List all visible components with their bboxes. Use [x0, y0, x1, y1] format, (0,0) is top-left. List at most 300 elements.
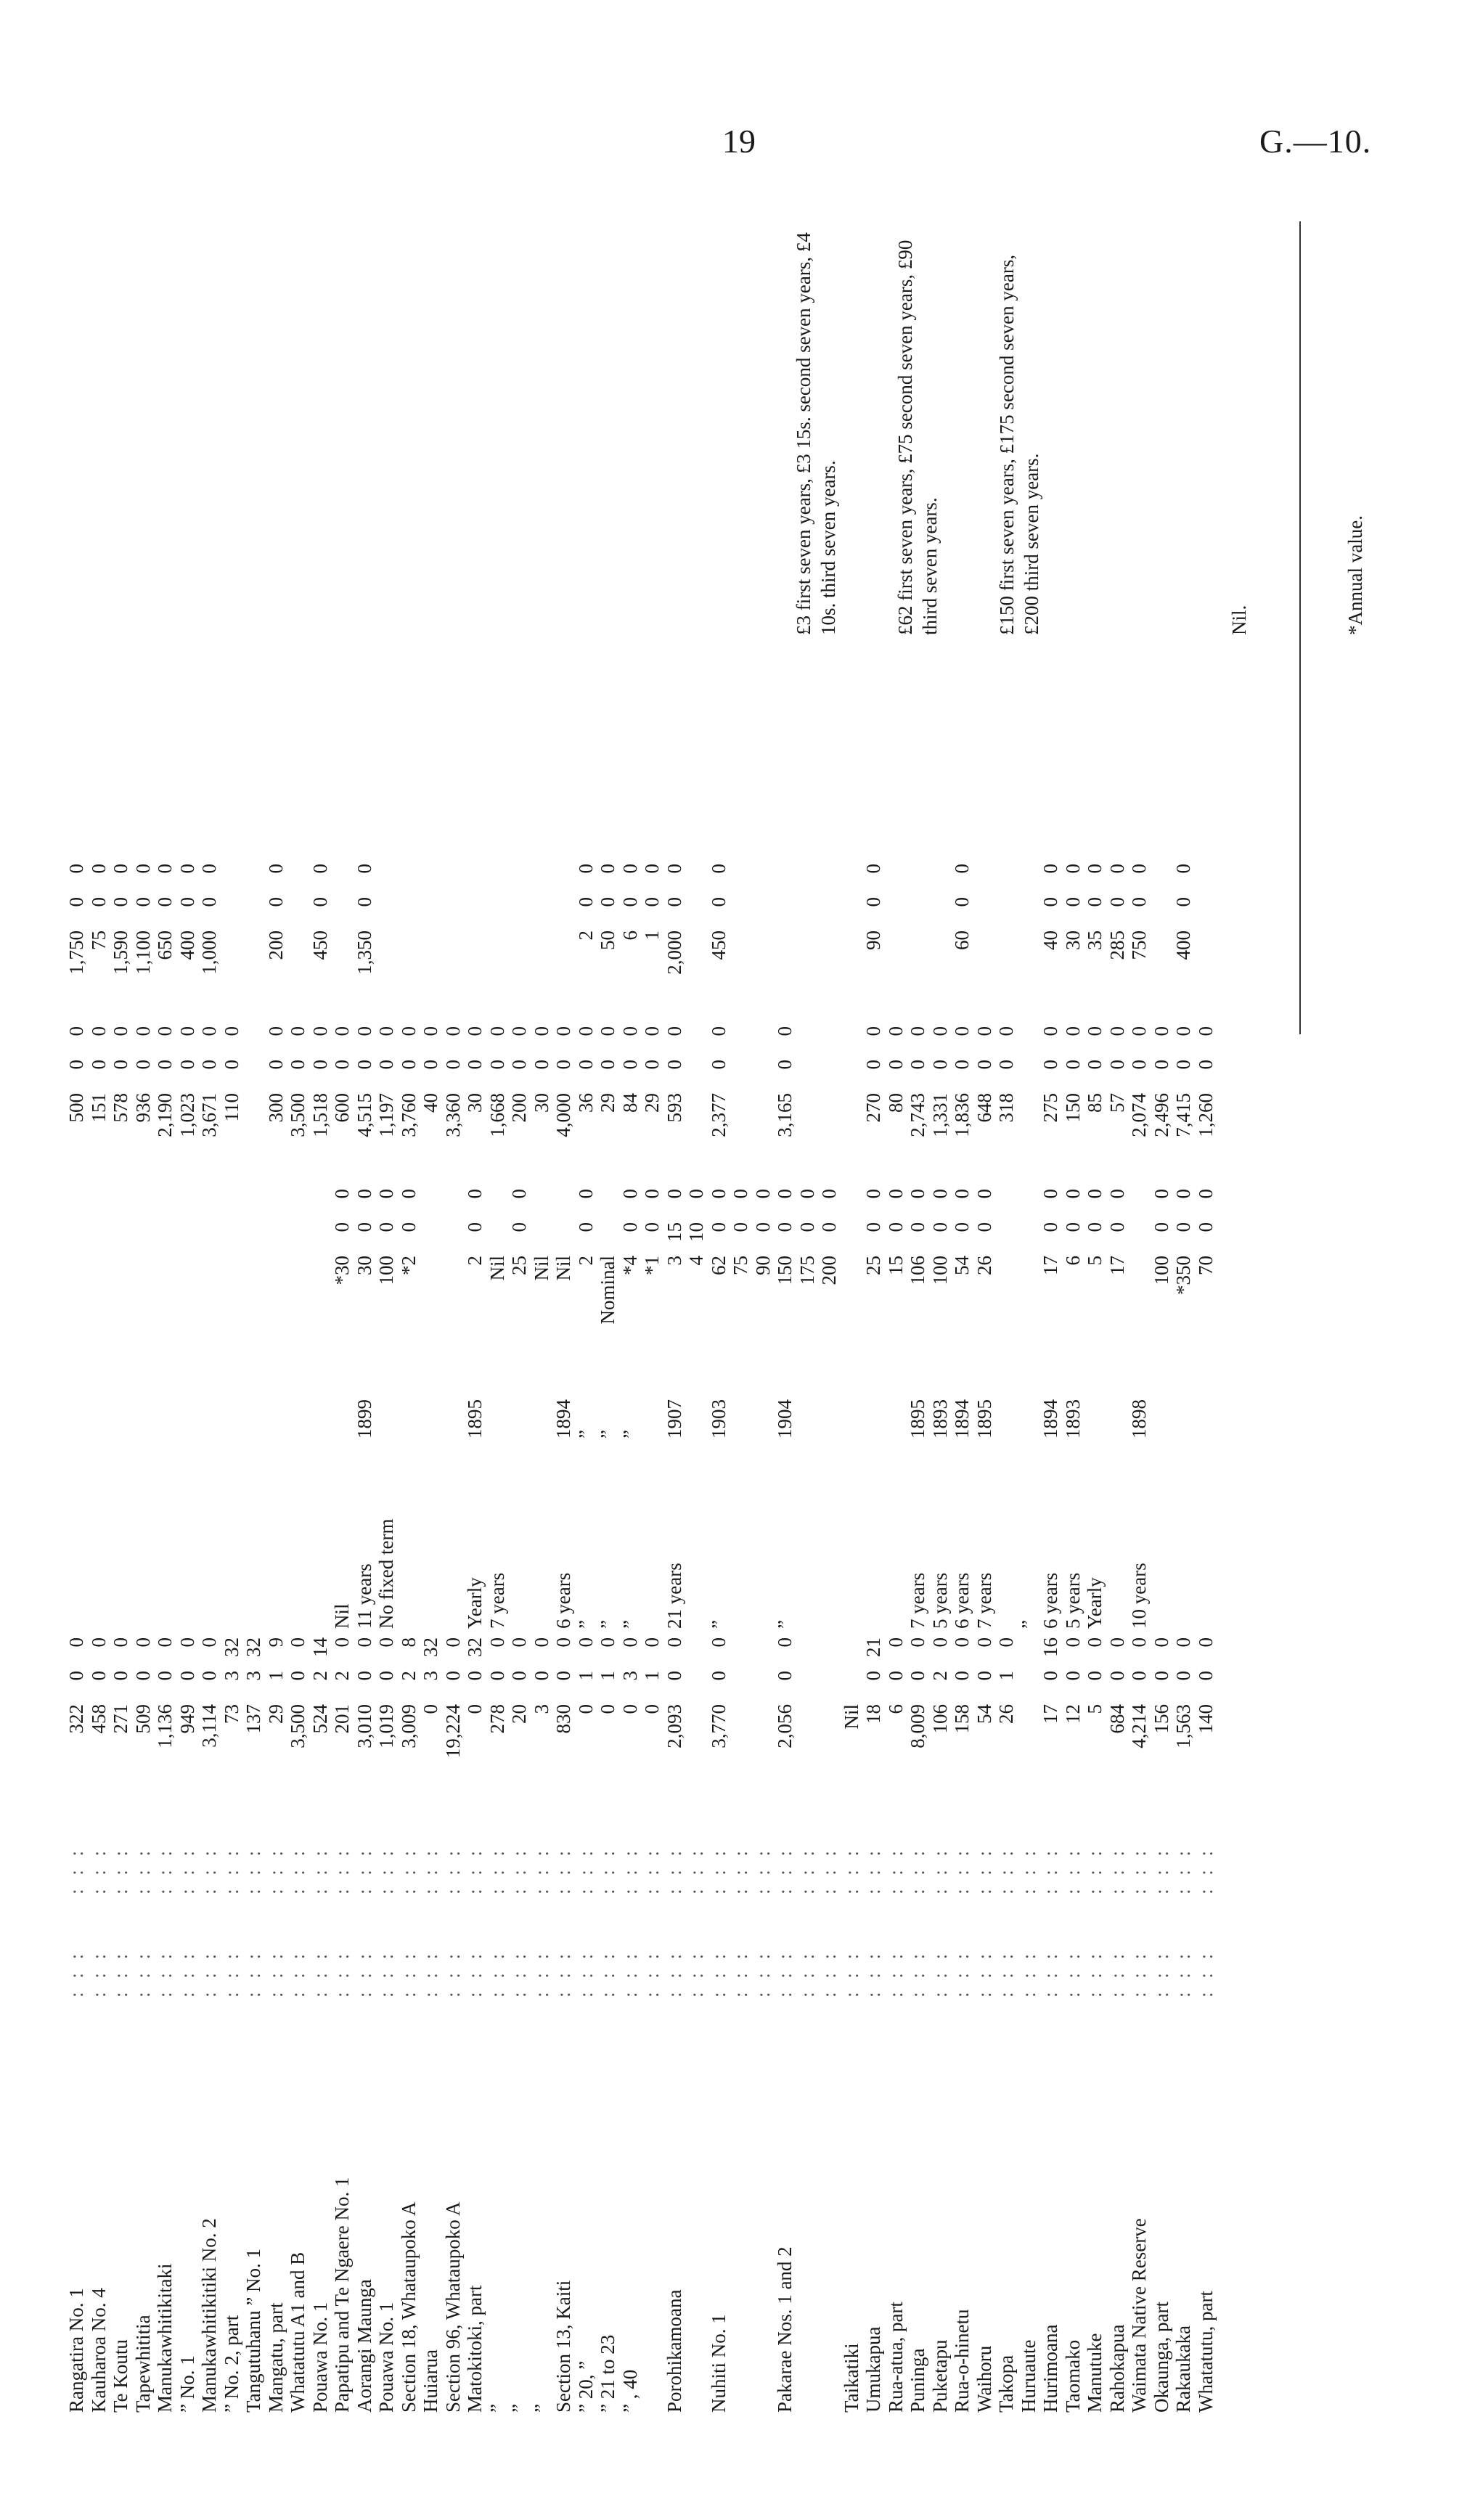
cell-imp: [752, 926, 775, 1022]
cell-rs: [531, 1218, 553, 1251]
cell-p: 0: [1150, 1637, 1172, 1648]
cell-id: 0: [641, 864, 663, 874]
cell-r: 0: [862, 1671, 884, 1681]
cell-term: ”: [1017, 1620, 1039, 1629]
cell-name: Te Koutu: [110, 2339, 131, 2413]
cell-name: Umukapua: [862, 2326, 884, 2413]
leader-dots: : : :: [707, 1846, 730, 1894]
cell-rd: 0: [862, 1189, 884, 1199]
cell-area: [818, 1700, 841, 1796]
cell-term: [641, 1443, 663, 1633]
page-number: 19: [722, 123, 756, 160]
cell-val: 3,165: [774, 1093, 796, 1137]
leader-dots: : : :: [951, 1949, 973, 1997]
cell-area: 830: [552, 1704, 574, 1734]
cell-name: Papatipu and Te Ngaere No. 1: [331, 2177, 353, 2413]
cell-year: [685, 1347, 708, 1443]
cell-year: ”: [597, 1430, 618, 1439]
cell-rs: [442, 1218, 465, 1251]
cell-term: [420, 1443, 442, 1633]
cell-r: 0: [1039, 1671, 1061, 1681]
leader-dots: : : :: [884, 1846, 907, 1894]
leader-dots: : : :: [973, 1949, 995, 1997]
cell-area: 458: [87, 1704, 110, 1734]
leader-dots: : : :: [154, 1949, 176, 1997]
cell-imp: 50: [597, 930, 618, 950]
leader-dots: : : :: [420, 1949, 441, 1997]
cell-r: 1: [597, 1671, 618, 1681]
cell-rent: [88, 1251, 110, 1347]
cell-term: [198, 1443, 221, 1633]
cell-id: [907, 859, 929, 893]
cell-rs: 10: [685, 1222, 707, 1242]
cell-rd: 0: [685, 1189, 707, 1199]
leader-dots: : : :: [353, 1949, 375, 1997]
table-row: [398, 859, 420, 2417]
cell-vd: 0: [1084, 1026, 1106, 1036]
cell-p: 9: [264, 1637, 287, 1648]
cell-id: 0: [1061, 864, 1084, 874]
cell-name: Nuhiti No. 1: [707, 2314, 730, 2413]
cell-rd: 0: [1061, 1189, 1084, 1199]
cell-vd: 0: [1150, 1026, 1172, 1036]
cell-r: 2: [397, 1671, 420, 1681]
cell-id: [486, 859, 509, 893]
cell-year: [862, 1347, 885, 1443]
cell-rd: [132, 1185, 155, 1218]
native-lands-table: [65, 859, 1217, 2417]
cell-rent: 2: [574, 1256, 597, 1266]
leader-dots: : : :: [441, 1949, 464, 1997]
cell-area: 8,009: [907, 1704, 928, 1748]
cell-rd: 0: [663, 1189, 685, 1199]
cell-year: [508, 1347, 531, 1443]
cell-rd: [221, 1185, 243, 1218]
cell-vd: 0: [597, 1026, 618, 1036]
cell-rent: 70: [1194, 1256, 1217, 1275]
cell-imp: [730, 926, 752, 1022]
cell-imp: [531, 926, 553, 1022]
cell-id: 0: [1106, 864, 1128, 874]
cell-r: 3: [420, 1671, 441, 1681]
cell-imp: [375, 926, 398, 1022]
leader-dots: : : :: [397, 1949, 420, 1997]
cell-id: 0: [951, 864, 973, 874]
cell-name: [730, 2002, 752, 2417]
cell-vd: 0: [862, 1026, 884, 1036]
cell-area: 322: [65, 1704, 87, 1734]
cell-vs: 0: [420, 1060, 441, 1070]
cell-imp: 2: [574, 930, 597, 941]
cell-term: [885, 1443, 907, 1633]
cell-p: 0: [707, 1637, 730, 1648]
cell-id: [464, 859, 486, 893]
cell-vd: 0: [574, 1026, 597, 1036]
cell-name: Taikatiki: [840, 2343, 862, 2413]
cell-year: [885, 1347, 907, 1443]
cell-area: [685, 1700, 708, 1796]
cell-imp: 6: [618, 930, 641, 941]
cell-vd: 0: [1061, 1026, 1084, 1036]
cell-val: 1,518: [309, 1093, 331, 1137]
cell-vs: [818, 1055, 841, 1089]
cell-year: [331, 1347, 354, 1443]
cell-term: [796, 1443, 819, 1633]
cell-imp: [552, 926, 575, 1022]
cell-rd: 0: [1106, 1189, 1128, 1199]
cell-val: 57: [1106, 1093, 1128, 1113]
cell-p: 32: [220, 1637, 242, 1657]
cell-name: Takopa: [995, 2355, 1017, 2413]
cell-term: [862, 1443, 885, 1633]
cell-rs: 0: [1150, 1222, 1172, 1232]
cell-term: 11 years: [353, 1563, 375, 1629]
cell-p: 0: [176, 1637, 198, 1648]
cell-vs: [685, 1055, 708, 1089]
cell-vs: 0: [1172, 1060, 1194, 1070]
cell-r: 0: [907, 1671, 928, 1681]
cell-year: [110, 1347, 132, 1443]
cell-term: [242, 1443, 265, 1633]
cell-year: 1904: [774, 1399, 796, 1439]
cell-rs: [309, 1218, 332, 1251]
cell-rs: 0: [353, 1222, 375, 1232]
cell-term: Yearly: [464, 1577, 486, 1629]
cell-area: Nil: [840, 1704, 862, 1730]
cell-vs: [730, 1055, 752, 1089]
leader-dots: : : :: [1194, 1949, 1217, 1997]
cell-term: [1172, 1443, 1195, 1633]
table-row: [420, 859, 442, 2417]
cell-year: [1172, 1347, 1195, 1443]
cell-val: 1,197: [375, 1093, 397, 1137]
cell-val: 40: [420, 1093, 441, 1113]
cell-imp: [973, 926, 996, 1022]
cell-rent: 17: [1106, 1256, 1128, 1275]
cell-vs: 0: [574, 1060, 597, 1070]
cell-is: 0: [154, 897, 176, 907]
cell-id: [287, 859, 309, 893]
cell-rs: [110, 1218, 132, 1251]
cell-year: 1895: [907, 1399, 928, 1439]
rotated-table-region: [65, 203, 1372, 2417]
leader-dots: : : :: [796, 1846, 818, 1894]
cell-vs: 0: [707, 1060, 730, 1070]
cell-imp: [885, 926, 907, 1022]
cell-term: Yearly: [1084, 1577, 1106, 1629]
table-row: [176, 859, 199, 2417]
leader-dots: : : :: [685, 1846, 707, 1894]
cell-term: [265, 1443, 287, 1633]
cell-rs: 0: [796, 1222, 818, 1232]
leader-dots: : : :: [818, 1846, 840, 1894]
cell-rent: [198, 1251, 221, 1347]
table-row: [154, 859, 176, 2417]
cell-rd: [65, 1185, 88, 1218]
cell-year: [1151, 1347, 1173, 1443]
cell-area: [752, 1700, 775, 1796]
cell-year: [176, 1347, 199, 1443]
leader-dots: : : :: [862, 1949, 884, 1997]
cell-id: 0: [87, 864, 110, 874]
cell-term: [88, 1443, 110, 1633]
cell-area: 684: [1106, 1704, 1128, 1734]
cell-area: 29: [264, 1704, 287, 1724]
cell-rent: 5: [1084, 1256, 1106, 1266]
cell-id: 0: [1128, 864, 1150, 874]
cell-rent: 200: [818, 1256, 840, 1285]
cell-vs: 0: [131, 1060, 154, 1070]
cell-term: Nil: [331, 1603, 353, 1629]
cell-vd: [841, 1022, 863, 1055]
leader-dots: : : :: [1084, 1846, 1106, 1894]
cell-term: [442, 1443, 465, 1633]
cell-name: Mangatu, part: [264, 2302, 287, 2413]
cell-r: 0: [530, 1671, 552, 1681]
cell-vd: 0: [441, 1026, 464, 1036]
cell-name: Rakaukaka: [1172, 2325, 1194, 2413]
cell-rd: [154, 1185, 176, 1218]
cell-year: [287, 1347, 309, 1443]
cell-r: 1: [641, 1671, 663, 1681]
cell-term: ”: [774, 1620, 796, 1629]
cell-rs: [65, 1218, 88, 1251]
cell-imp: 1,590: [110, 930, 131, 975]
cell-area: 19,224: [441, 1704, 464, 1759]
cell-id: 0: [65, 864, 87, 874]
cell-imp: [221, 926, 243, 1022]
cell-p: 0: [1194, 1637, 1217, 1648]
cell-imp: [774, 926, 796, 1022]
cell-rs: [287, 1218, 309, 1251]
cell-id: 0: [707, 864, 730, 874]
cell-vd: 0: [1106, 1026, 1128, 1036]
cell-vd: 0: [951, 1026, 973, 1036]
leader-dots: : : :: [530, 1949, 552, 1997]
cell-name: Porohikamoana: [663, 2289, 685, 2413]
cell-rent: Nil: [530, 1256, 552, 1281]
cell-year: 1895: [464, 1399, 486, 1439]
cell-imp: 1,100: [131, 930, 154, 975]
cell-term: [818, 1443, 841, 1633]
cell-id: 0: [353, 864, 375, 874]
cell-rent: *1: [641, 1256, 663, 1275]
cell-id: 0: [597, 864, 618, 874]
cell-val: 85: [1084, 1093, 1106, 1113]
cell-imp: [995, 926, 1018, 1022]
cell-area: 3,770: [707, 1704, 730, 1748]
leader-dots: : : :: [287, 1846, 309, 1894]
cell-name: ” , 40: [618, 2369, 641, 2413]
cell-rent: [265, 1251, 287, 1347]
cell-rent: [242, 1251, 265, 1347]
leader-dots: : : :: [486, 1846, 508, 1894]
leader-dots: : : :: [1150, 1846, 1172, 1894]
cell-rs: [242, 1218, 265, 1251]
cell-rent: [309, 1251, 332, 1347]
cell-vd: 0: [530, 1026, 552, 1036]
cell-rent: [1018, 1251, 1040, 1347]
table-row: [1151, 859, 1173, 2417]
cell-vd: 0: [707, 1026, 730, 1036]
leader-dots: : : :: [1106, 1949, 1128, 1997]
cell-rent: [841, 1251, 863, 1347]
leader-dots: : : :: [1150, 1949, 1172, 1997]
cell-p: 0: [486, 1637, 508, 1648]
cell-name: Taomako: [1061, 2339, 1084, 2413]
cell-vd: 0: [353, 1026, 375, 1036]
cell-imp: 35: [1084, 930, 1106, 950]
cell-r: 1: [995, 1671, 1017, 1681]
cell-r: 0: [1084, 1671, 1106, 1681]
cell-vs: 0: [397, 1060, 420, 1070]
cell-vs: 0: [375, 1060, 397, 1070]
leader-dots: : : :: [928, 1846, 951, 1894]
cell-r: 0: [87, 1671, 110, 1681]
cell-year: [420, 1347, 442, 1443]
leader-dots: : : :: [508, 1846, 530, 1894]
cell-term: 7 years: [907, 1572, 928, 1629]
cell-imp: 1: [641, 930, 663, 941]
note-nil: Nil.: [1228, 605, 1250, 635]
cell-p: 0: [928, 1637, 951, 1648]
cell-p: 0: [530, 1637, 552, 1648]
cell-imp: 30: [1061, 930, 1084, 950]
cell-term: 5 years: [928, 1572, 951, 1629]
cell-vd: 0: [884, 1026, 907, 1036]
cell-is: 0: [87, 897, 110, 907]
cell-rs: 0: [1194, 1222, 1217, 1232]
table-row: [110, 859, 132, 2417]
cell-year: [309, 1347, 332, 1443]
cell-rd: 0: [928, 1189, 951, 1199]
cell-name: Matokitoki, part: [464, 2285, 486, 2413]
cell-vd: [730, 1022, 752, 1055]
cell-is: [685, 893, 708, 926]
cell-area: 2,093: [663, 1704, 685, 1748]
cell-year: 1894: [951, 1399, 973, 1439]
cell-vs: 0: [486, 1060, 508, 1070]
cell-year: [88, 1347, 110, 1443]
cell-p: 0: [774, 1637, 796, 1648]
cell-val: 30: [464, 1093, 486, 1113]
cell-name: Waimata Native Reserve: [1128, 2218, 1150, 2413]
cell-id: [995, 859, 1018, 893]
cell-name: Whatatutu A1 and B: [287, 2251, 309, 2413]
table-row: [242, 859, 265, 2417]
cell-year: [841, 1347, 863, 1443]
leader-dots: : : :: [796, 1949, 818, 1997]
cell-year: [531, 1347, 553, 1443]
leader-dots: : : :: [574, 1846, 597, 1894]
cell-area: 509: [131, 1704, 154, 1734]
cell-year: ”: [618, 1430, 641, 1439]
cell-p: 0: [375, 1637, 397, 1648]
cell-r: [685, 1666, 708, 1700]
cell-is: [752, 893, 775, 926]
cell-rent: [154, 1251, 176, 1347]
table-row: [973, 859, 996, 2417]
cell-term: 10 years: [1128, 1563, 1150, 1629]
cell-year: [154, 1347, 176, 1443]
table-row: [331, 859, 354, 2417]
table-row: [818, 859, 841, 2417]
cell-r: 2: [309, 1671, 331, 1681]
cell-id: [552, 859, 575, 893]
cell-is: [242, 893, 265, 926]
cell-rs: 0: [707, 1222, 730, 1232]
cell-name: Pakarae Nos. 1 and 2: [774, 2246, 796, 2413]
cell-vd: 0: [87, 1026, 110, 1036]
cell-p: 0: [154, 1637, 176, 1648]
cell-r: 0: [508, 1671, 530, 1681]
leader-dots: : : :: [220, 1846, 242, 1894]
cell-val: 151: [87, 1093, 110, 1123]
leader-dots: : : :: [441, 1846, 464, 1894]
cell-name: Rua-o-hinetu: [951, 2309, 973, 2413]
cell-id: [375, 859, 398, 893]
leader-dots: : : :: [198, 1846, 220, 1894]
cell-rs: 0: [331, 1222, 353, 1232]
cell-is: 0: [1106, 897, 1128, 907]
cell-vs: 0: [907, 1060, 928, 1070]
table-row: [1062, 859, 1084, 2417]
cell-vs: 0: [1128, 1060, 1150, 1070]
leader-dots: : : :: [840, 1846, 862, 1894]
cell-is: [929, 893, 952, 926]
cell-rent: [65, 1251, 88, 1347]
leader-dots: : : :: [486, 1949, 508, 1997]
footnote-annual-value: *Annual value.: [1344, 515, 1366, 635]
cell-year: [995, 1347, 1018, 1443]
cell-is: 0: [1061, 897, 1084, 907]
cell-imp: [420, 926, 442, 1022]
cell-r: 0: [951, 1671, 973, 1681]
cell-val: 500: [65, 1093, 87, 1123]
cell-r: 0: [1194, 1671, 1217, 1681]
leader-dots: : : :: [663, 1846, 685, 1894]
leader-dots: : : :: [331, 1846, 353, 1894]
cell-val: 318: [995, 1093, 1017, 1123]
cell-is: 0: [1039, 897, 1061, 907]
cell-rd: [841, 1185, 863, 1218]
table-row: [663, 859, 686, 2417]
table-row: [752, 859, 775, 2417]
cell-r: [752, 1666, 775, 1700]
cell-val: 2,743: [907, 1093, 928, 1137]
cell-rd: 0: [973, 1189, 995, 1199]
cell-rent: 25: [862, 1256, 884, 1275]
cell-year: ”: [574, 1430, 597, 1439]
cell-year: [198, 1347, 221, 1443]
cell-val: 2,190: [154, 1093, 176, 1137]
cell-year: [1195, 1347, 1217, 1443]
cell-rent: 2: [464, 1256, 486, 1266]
cell-rs: 0: [751, 1222, 774, 1232]
cell-r: 0: [1150, 1671, 1172, 1681]
cell-rd: 0: [1150, 1189, 1172, 1199]
cell-vd: 0: [486, 1026, 508, 1036]
table-row: [221, 859, 243, 2417]
cell-val: 150: [1061, 1093, 1084, 1123]
cell-name: ”: [486, 2404, 508, 2413]
table-row: [1039, 859, 1062, 2417]
cell-year: [486, 1347, 509, 1443]
leader-dots: : : :: [641, 1846, 663, 1894]
cell-id: 0: [176, 864, 198, 874]
cell-rd: [309, 1185, 332, 1218]
cell-rs: 0: [375, 1222, 397, 1232]
